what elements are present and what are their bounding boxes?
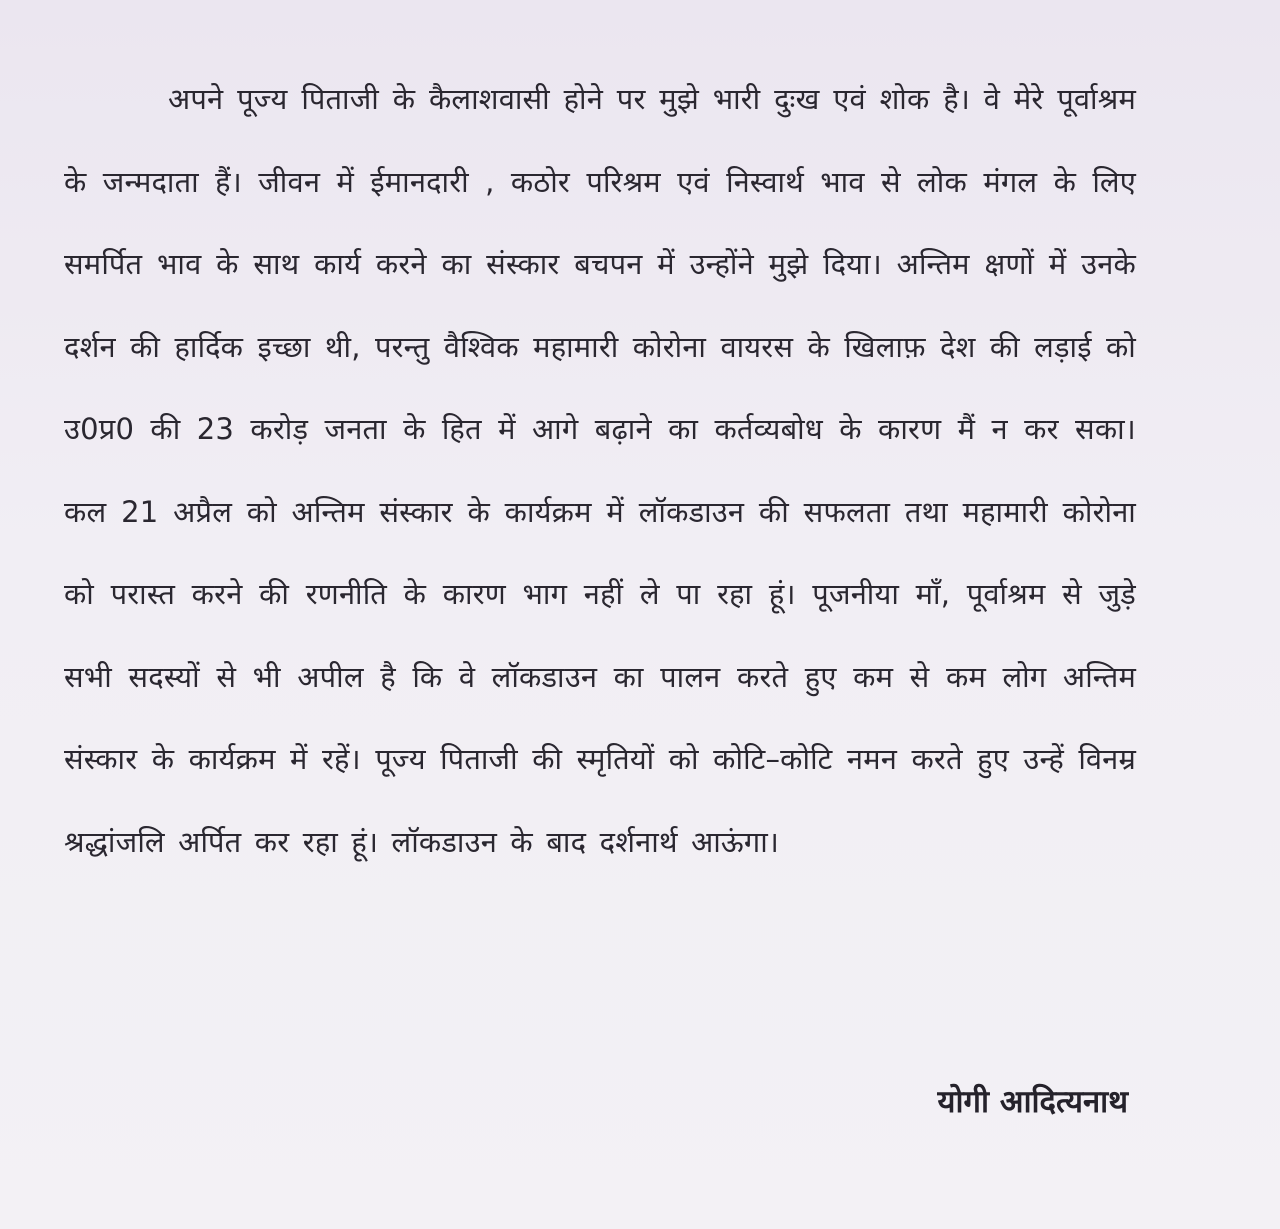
signature: योगी आदित्यनाथ	[937, 1084, 1128, 1120]
letter-body-text: अपने पूज्य पिताजी के कैलाशवासी होने पर मुझे भारी दुःख एवं शोक है। वे मेरे पूर्वाश्रम के जन्मदाता हैं। जीवन में ईमानदारी , कठोर परिश्रम एवं निस्वार्थ भाव से लोक मंगल के लिए समर्पित भाव के साथ कार्य करने का संस्कार बचपन में उन्होंने मुझे दिया। अन्तिम क्षणों में उनके दर्शन की हार्दिक इच्छा थी, परन्तु वैश्विक महामारी कोरोना वायरस के खिलाफ़ देश की लड़ाई को उ0प्र0 की 23 करोड़ जनता के हित में आगे बढ़ाने का कर्तव्यबोध के कारण मैं न कर सका। कल 21 अप्रैल को अन्तिम संस्कार के कार्यक्रम में लॉकडाउन की सफलता तथा महामारी कोरोना को परास्त करने की रणनीति के कारण भाग नहीं ले पा रहा हूं। पूजनीया माँ, पूर्वाश्रम से जुड़े सभी सदस्यों से भी अपील है कि वे लॉकडाउन का पालन करते हुए कम से कम लोग अन्तिम संस्कार के कार्यक्रम में रहें। पूज्य पिताजी की स्मृतियों को कोटि–कोटि नमन करते हुए उन्हें विनम्र श्रद्धांजलि अर्पित कर रहा हूं। लॉकडाउन के बाद दर्शनार्थ आऊंगा।	[64, 82, 1136, 859]
